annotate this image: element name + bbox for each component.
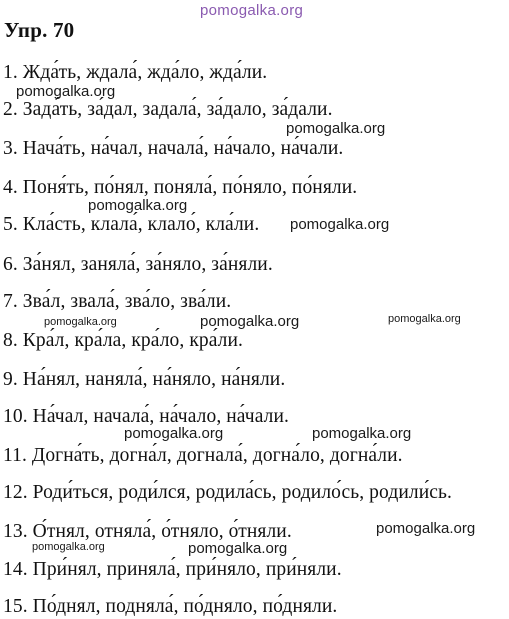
answer-line-11: 11. Догна́ть, догна́л, догнала́, догна́ло, догна́ли. <box>3 445 403 466</box>
answer-line-15: 15. По́днял, подняла́, по́дняло, по́дняли. <box>3 596 338 617</box>
answer-line-5: 5. Кла́сть, клала́, клало́, кла́ли. <box>3 214 260 235</box>
watermark: pomogalka.org <box>88 197 188 214</box>
watermark: pomogalka.org <box>388 313 461 325</box>
exercise-title: Упр. 70 <box>4 18 75 42</box>
answer-line-13: 13. О́тнял, отняла́, о́тняло, о́тняли. <box>3 521 292 542</box>
watermark: pomogalka.org <box>32 541 105 553</box>
answer-line-9: 9. На́нял, наняла́, на́няло, на́няли. <box>3 369 286 390</box>
watermark: pomogalka.org <box>376 520 476 537</box>
answer-line-4: 4. Поня́ть, по́нял, поняла́, по́няло, по́няли. <box>3 177 358 198</box>
watermark: pomogalka.org <box>188 540 288 557</box>
answer-line-6: 6. За́нял, заняла́, за́няло, за́няли. <box>3 254 273 275</box>
watermark: pomogalka.org <box>44 316 117 328</box>
answer-line-7: 7. Зва́л, звала́, зва́ло, зва́ли. <box>3 291 232 312</box>
watermark-top: pomogalka.org <box>200 2 304 19</box>
watermark: pomogalka.org <box>290 216 390 233</box>
watermark: pomogalka.org <box>312 425 412 442</box>
watermark: pomogalka.org <box>200 313 300 330</box>
answer-line-8: 8. Кра́л, кра́ла, кра́ло, кра́ли. <box>3 330 244 351</box>
answer-line-14: 14. При́нял, приняла́, при́няло, при́няли. <box>3 559 342 580</box>
answer-line-2: 2. Зада́ть, за́дал, задала́, за́дало, за́дали. <box>3 99 333 120</box>
answer-line-12: 12. Роди́ться, роди́лся, родила́сь, родило́сь, родили́сь. <box>3 482 452 503</box>
answer-line-10: 10. На́чал, начала́, на́чало, на́чали. <box>3 406 289 427</box>
watermark: pomogalka.org <box>124 425 224 442</box>
watermark: pomogalka.org <box>286 120 386 137</box>
answer-line-1: 1. Жда́ть, ждала́, жда́ло, жда́ли. <box>3 62 268 83</box>
answer-line-3: 3. Нача́ть, на́чал, начала́, на́чало, на́чали. <box>3 138 344 159</box>
watermark: pomogalka.org <box>16 83 116 100</box>
